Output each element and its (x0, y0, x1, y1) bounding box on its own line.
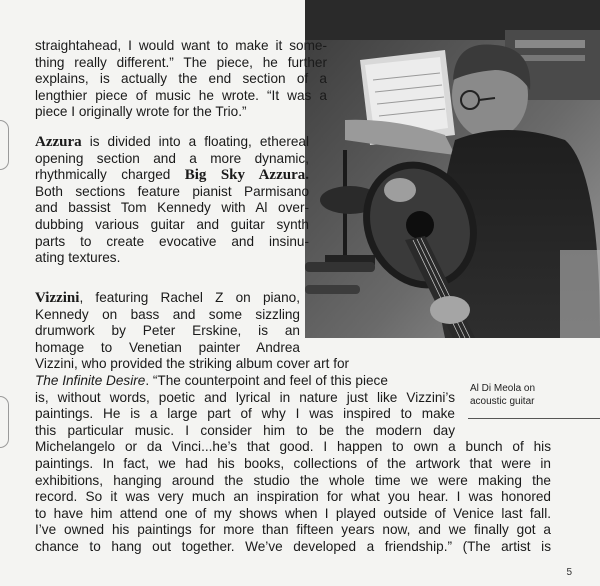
p2-line (35, 134, 309, 151)
paragraph-2 (35, 134, 309, 267)
guitarist-photo (305, 0, 600, 338)
p1-line: straightahead, I would want to make it some- (35, 38, 327, 53)
paragraph-3 (35, 290, 300, 356)
track-title-vizzini: Vizzini (35, 290, 80, 306)
p3-line: homage to Venetian painter Andrea (35, 339, 300, 355)
p3-line: Vizzini, who provided the striking album cover art for (35, 356, 350, 372)
p3-text: . “The counterpoint and feel of this piece (145, 372, 388, 388)
track-title-big-sky-azzura: Big Sky Azzura. (184, 167, 309, 184)
p2-line: dubbing various guitar and guitar synth (35, 216, 309, 232)
p2-line (35, 167, 309, 184)
p3-line: Kennedy on bass and some sizzling (35, 306, 300, 322)
p3-line: this particular music. I consider him to be the modern day (35, 422, 455, 438)
p3-line: paintings. In fact, we had his books, collections of the artwork that were in (35, 455, 551, 471)
p3-line (35, 290, 300, 307)
p3-line: Michelangelo or da Vinci...he’s that good. I happen to own a bunch of his (35, 439, 551, 455)
p2-line: and bassist Tom Kennedy with Al over- (35, 200, 309, 216)
p2-line: Both sections feature pianist Parmisano (35, 183, 309, 199)
p1-line: thing really different.” The piece, he further (35, 54, 327, 70)
caption-divider (468, 418, 600, 419)
p3-line: paintings. He is a large part of why I was inspired to make (35, 406, 455, 422)
p3-line: to have him attend one of my shows when I played outside of Venice last fall. (35, 505, 551, 521)
album-title: The Infinite Desire (35, 372, 146, 388)
paragraph-1 (35, 38, 327, 121)
p2-line: ating textures. (35, 250, 121, 266)
paragraph-3-full-width (35, 439, 551, 555)
paragraph-3-continued (35, 356, 455, 439)
p1-line: explains, is actually the end section of a (35, 71, 327, 87)
photo-caption (470, 382, 590, 408)
p3-line: is, without words, poetic and lyrical in nature just like Vizzini’s (35, 389, 455, 405)
p2-text: rhythmically charged (35, 167, 185, 183)
p3-text: , featuring Rachel Z on piano, (79, 290, 300, 305)
track-title-azzura: Azzura (35, 134, 82, 150)
p3-line (35, 373, 455, 390)
p3-line: exhibitions, hanging around the studio the whole time we were making the (35, 472, 551, 488)
p3-line: drumwork by Peter Erskine, is an (35, 323, 300, 339)
p2-line: parts to create evocative and insinu- (35, 233, 309, 249)
caption-line-1: Al Di Meola on (470, 383, 536, 394)
p3-line: chance to hang out together. We’ve developed a friendship.” (The artist is (35, 538, 551, 554)
p1-line: piece I originally wrote for the Trio.” (35, 104, 247, 120)
p3-line: record. So it was very much an inspiration for what you hear. I was honored (35, 489, 551, 505)
page-number: 5 (566, 567, 572, 578)
p2-line: opening section and a more dynamic, (35, 150, 309, 166)
p2-text: is divided into a floating, ethereal (81, 134, 309, 149)
p1-line: lengthier piece of music he wrote. “It was a (35, 87, 327, 103)
p3-line: I’ve owned his paintings for more than fifteen years now, and we finally got a (35, 522, 551, 538)
binding-mark-bottom (0, 396, 9, 448)
caption-line-2: acoustic guitar (470, 396, 535, 407)
binding-mark-top (0, 120, 9, 170)
